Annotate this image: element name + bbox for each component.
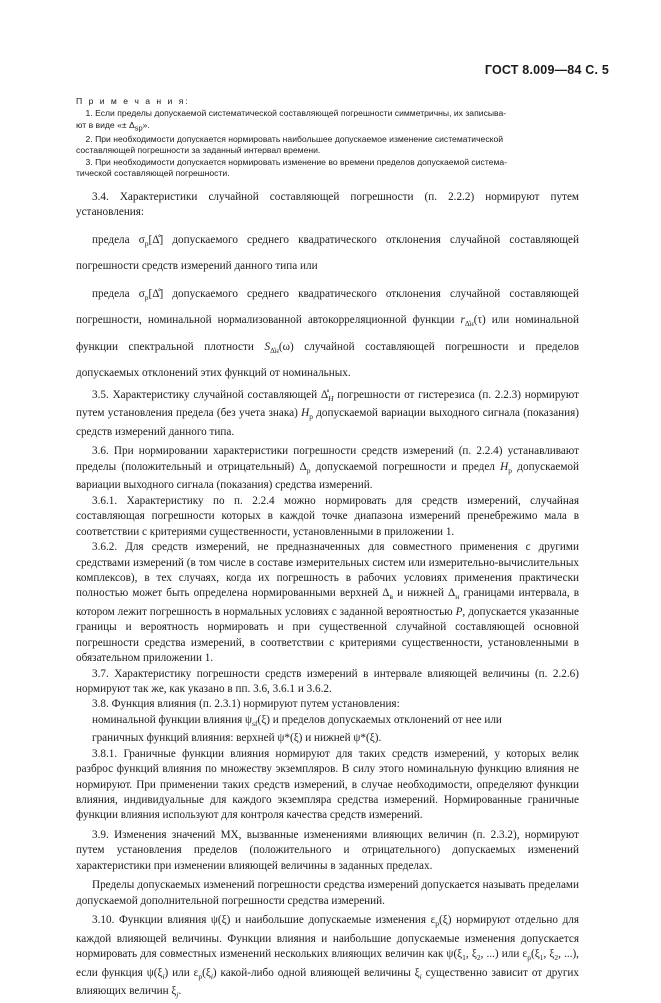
para-3-8: 3.8. Функция влияния (п. 2.3.1) нормируют путем установления: <box>92 698 400 711</box>
notes-block <box>76 96 579 180</box>
para-3-6: 3.6. При нормировании характеристики погрешности средств измерений (п. 2.2.4) устанавливают пределы (положительный и отрицательный) $\Delta_р$ допускаемой погрешности и предел $H_р$ допускаемой вариации выходного сигнала (показания) средства измерений. <box>76 445 579 492</box>
document-body <box>76 190 579 1003</box>
para-3-9: 3.9. Изменения значений МХ, вызванные изменениями влияющих величин (п. 2.3.2), нормируют путем установления пределов (положительного и отрицательного) допускаемых изменений характеристики при изменении влияющей величины в заданных пределах. <box>76 828 579 872</box>
notes-title: П р и м е ч а н и я: <box>76 96 190 106</box>
para-3-6-1: 3.6.1. Характеристику по п. 2.2.4 можно нормировать для средств измерений, случайная составляющая погрешности которых в каждой точке диапазона измерений пренебрежимо мала в соответствии с критериями существенности, установленными в приложении 1. <box>76 494 579 538</box>
para-3-9-note: Пределы допускаемых изменений погрешности средства измерений допускается называть пределами допускаемой дополнительной погрешности средства измерений. <box>76 879 579 907</box>
para-3-8-b: граничных функций влияния: верхней ψ*(ξ) и нижней ψ*(ξ). <box>92 732 382 745</box>
note-1: 1. Если пределы допускаемой систематической составляющей погрешности симметричны, их записыва- ют в виде «± $\Delta_{sp}$». <box>76 108 507 133</box>
para-3-8-1: 3.8.1. Граничные функции влияния нормируют для таких средств измерений, у которых велик разброс функций влияния по множеству экземпляров. В силу этого номинальную функцию влияния не нормируют. При применении таких средств измерений, в случае необходимости, определяют функции влияния, индивидуальные для каждого экземпляра средства измерений. Нормированные граничные функции влияния используют для контроля качества средств измерений. <box>76 747 579 822</box>
para-3-8-a: номинальной функции влияния $\psi_{sf}(\xi)$ и пределов допускаемых отклонений от нее или <box>92 713 502 729</box>
note-2: 2. При необходимости допускается нормировать наибольшее допускаемое изменение систематической составляющей погрешности за заданный интервал времени. <box>76 133 504 156</box>
para-sigma-2: предела $\sigma_р[\Deltå]$ допускаемого среднего квадратического отклонения случайной составляющей погрешности, номинальной нормализованной автокорреляционной функции $r_{\Deltåн}(\tau)$ или номинальной функции спектральной плотности $S_{\Deltåн}(\omega)$ случайной составляющей погрешности и пределов допускаемых отклонений этих функций от номинальных. <box>76 288 579 379</box>
page-header: ГОСТ 8.009—84 С. 5 <box>484 63 609 77</box>
para-3-6-2: 3.6.2. Для средств измерений, не предназначенных для совместного применения с другими средствами измерений (в том числе в составе измерительных систем или измерительно-вычислительных комплексов), в тех случаях, когда их погрешность в рабочих условиях применения практически полностью может быть определена нормированными верхней $\Delta_в$ и нижней $\Delta_н$ границами интервала, в котором лежит погрешность в нормальных условиях с заданной вероятностью P, допускается указанные границы и вероятность нормировать и при существенной случайной составляющей основной погрешности средства измерений, в соответствии с критериями существенности, установленными в обязательном приложении 1. <box>76 541 580 665</box>
note-3: 3. При необходимости допускается нормировать изменение во времени пределов допускаемой система- тической составляющей погрешности. <box>76 156 507 179</box>
para-sigma-1: предела $\sigma_р[\Deltå]$ допускаемого среднего квадратического отклонения случайной составляющей погрешности средств измерений данного типа или <box>76 233 579 273</box>
para-3-4: 3.4. Характеристики случайной составляющей погрешности (п. 2.2.2) нормируют путем установления: <box>76 191 579 219</box>
para-3-10: 3.10. Функции влияния ψ(ξ) и наибольшие допускаемые изменения $\varepsilon_р(\xi)$ нормируют отдельно для каждой влияющей величины. Функции влияния и наибольшие допускаемые изменения допускается нормировать для совместных изменений нескольких влияющих величин как $\psi(\xi_1$, $\xi_2$, ...) или $\varepsilon_р(\xi_1$, $\xi_2$, ...), если функция $\psi(\xi_i)$ или $\varepsilon_р(\xi_i)$ какой-либо одной влияющей величины $\xi_i$ существенно зависит от других влияющих величин $\xi_j$. <box>76 913 580 1000</box>
para-3-7: 3.7. Характеристику погрешности средств измерений в интервале влияющей величины (п. 2.2.6) нормируют так же, как указано в пп. 3.6, 3.6.1 и 3.6.2. <box>76 667 579 695</box>
para-3-5: 3.5. Характеристику случайной составляющей $\Deltå_H$ погрешности от гистерезиса (п. 2.2.3) нормируют путем установления предела (без учета знака) $H_р$ допускаемой вариации выходного сигнала (показания) средств измерений данного типа. <box>76 388 579 439</box>
